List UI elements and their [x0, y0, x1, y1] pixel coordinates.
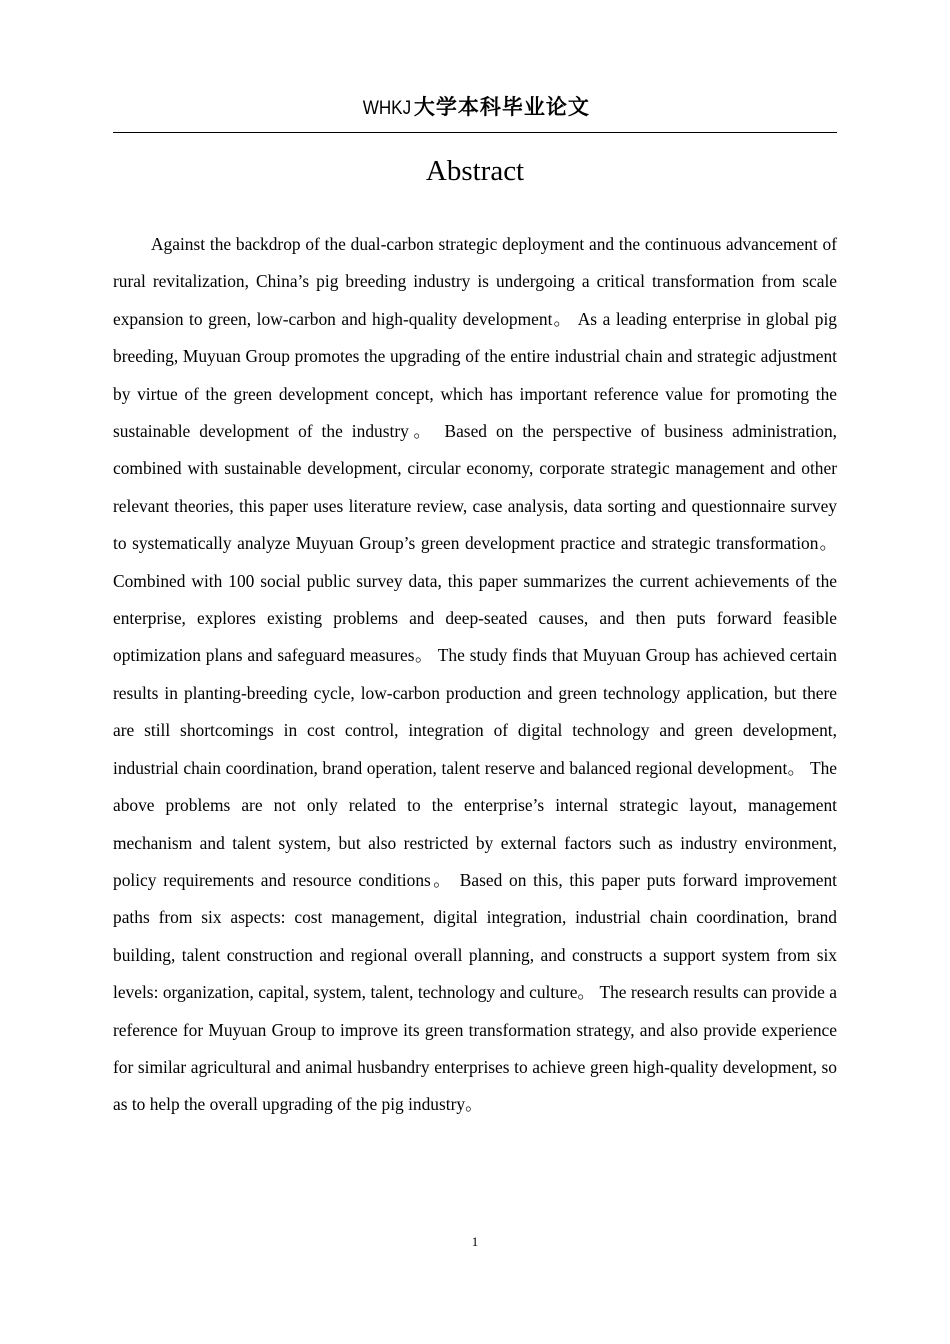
header-latin-text: WHKJ	[362, 98, 412, 119]
page-title: Abstract	[425, 155, 525, 187]
page-number: 1	[471, 1234, 479, 1249]
running-header	[113, 92, 837, 124]
header-cjk-text: 大学本科毕业论文	[413, 95, 590, 119]
abstract-paragraph: Against the backdrop of the dual-carbon strategic deployment and the continuous advancement of rural revitalization, China’s pig breeding industry is undergoing a critical transformation from scale expansion to green, low-carbon and high-quality development。 As a leading enterprise in global pig breeding, Muyuan Group promotes the upgrading of the entire industrial chain and strategic adjustment by virtue of the green development concept, which has important reference value for promoting the sustainable development of the industry。 Based on the perspective of business administration, combined with sustainable development, circular economy, corporate strategic management and other relevant theories, this paper uses literature review, case analysis, data sorting and questionnaire survey to systematically analyze Muyuan Group’s green development practice and strategic transformation。 Combined with 100 social public survey data, this paper summarizes the current achievements of the enterprise, explores existing problems and deep-seated causes, and then puts forward feasible optimization plans and safeguard measures。 The study finds that Muyuan Group has achieved certain results in planting-breeding cycle, low-carbon production and green technology application, but there are still shortcomings in cost control, integration of digital technology and green development, industrial chain coordination, brand operation, talent reserve and balanced regional development。 The above problems are not only related to the enterprise’s internal strategic layout, management mechanism and talent system, but also restricted by external factors such as industry environment, policy requirements and resource conditions。 Based on this, this paper puts forward improvement paths from six aspects: cost management, digital integration, industrial chain coordination, brand building, talent construction and regional overall planning, and constructs a support system from six levels: organization, capital, system, talent, technology and culture。 The research results can provide a reference for Muyuan Group to improve its green transformation strategy, and also provide experience for similar agricultural and animal husbandry enterprises to achieve green high-quality development, so as to help the overall upgrading of the pig industry。	[113, 234, 837, 1115]
header-divider	[113, 132, 837, 133]
